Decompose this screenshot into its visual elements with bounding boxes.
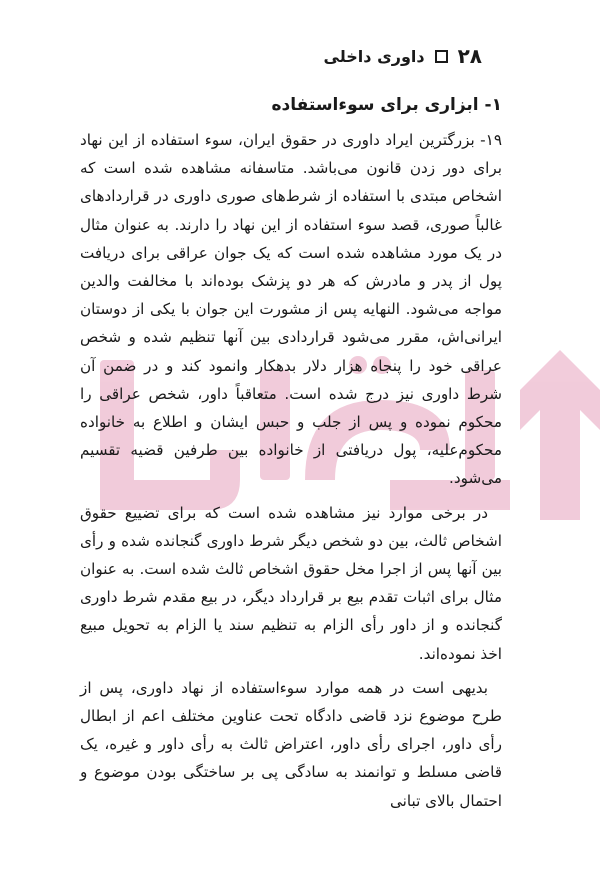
paragraph: در برخی موارد نیز مشاهده شده است که برای تضییع حقوق اشخاص ثالث، بین دو شخص دیگر شرط داوری گنجانده شده و رأی بین آنها پس از اجرا مخل حقوق اشخاص ثالث شده است. به عنوان مثال برای اثبات تقدم بیع بر قرارداد دیگر، در بیع مقدم شرط داوری گنجانده و از داور رأی الزام به تنظیم سند یا الزام به تحویل مبیع اخذ نموده‌اند.	[80, 503, 502, 663]
square-icon	[435, 50, 448, 63]
running-title: داوری داخلی	[323, 46, 425, 66]
section-heading: ۱- ابزاری برای سوءاستفاده	[271, 95, 502, 115]
page-number: ۲۸	[457, 44, 482, 68]
running-head	[324, 44, 482, 68]
page-body	[80, 88, 502, 819]
paragraph: بدیهی است در همه موارد سوءاستفاده از نهاد داوری، پس از طرح موضوع نزد قاضی دادگاه تحت عناوین مختلف اعم از ابطال رأی داور، اجرای رأی داور، اعتراض ثالث به رأی داور و غیره، یک قاضی مسلط و توانمند به سادگی پی بر ساختگی بودن موضوع و احتمال بالای تبانی	[80, 678, 502, 810]
watermark-emblem	[520, 350, 600, 520]
paragraph: ۱۹- بزرگترین ایراد داوری در حقوق ایران، سوء استفاده از این نهاد برای دور زدن قانون می‌باشد. متاسفانه مشاهده شده است که اشخاص مبتدی با استفاده از شرط‌های صوری داوری در قراردادهای غالباً صوری، قصد سوء استفاده از این نهاد را دارند. به عنوان مثال در یک مورد مشاهده شده است که یک جوان عراقی برای دریافت پول از پدر و مادرش که هر دو پزشک بوده‌اند با مخالفت والدین مواجه می‌شود. النهایه پس از مشورت این جوان با یکی از دوستان ایرانی‌اش، مقرر می‌شود قراردادی بین آنها تنظیم شده و شخص عراقی خود را پنجاه هزار دلار بدهکار وانمود کند و در ضمن آن شرط داوری نیز درج شده است. متعاقباً داور، شخص عراقی را محکوم نموده و پس از جلب و حبس ایشان و اطلاع به خانواده محکوم‌علیه، پول دریافتی از خانواده بین طرفین قضیه تقسیم می‌شود.	[80, 131, 502, 488]
